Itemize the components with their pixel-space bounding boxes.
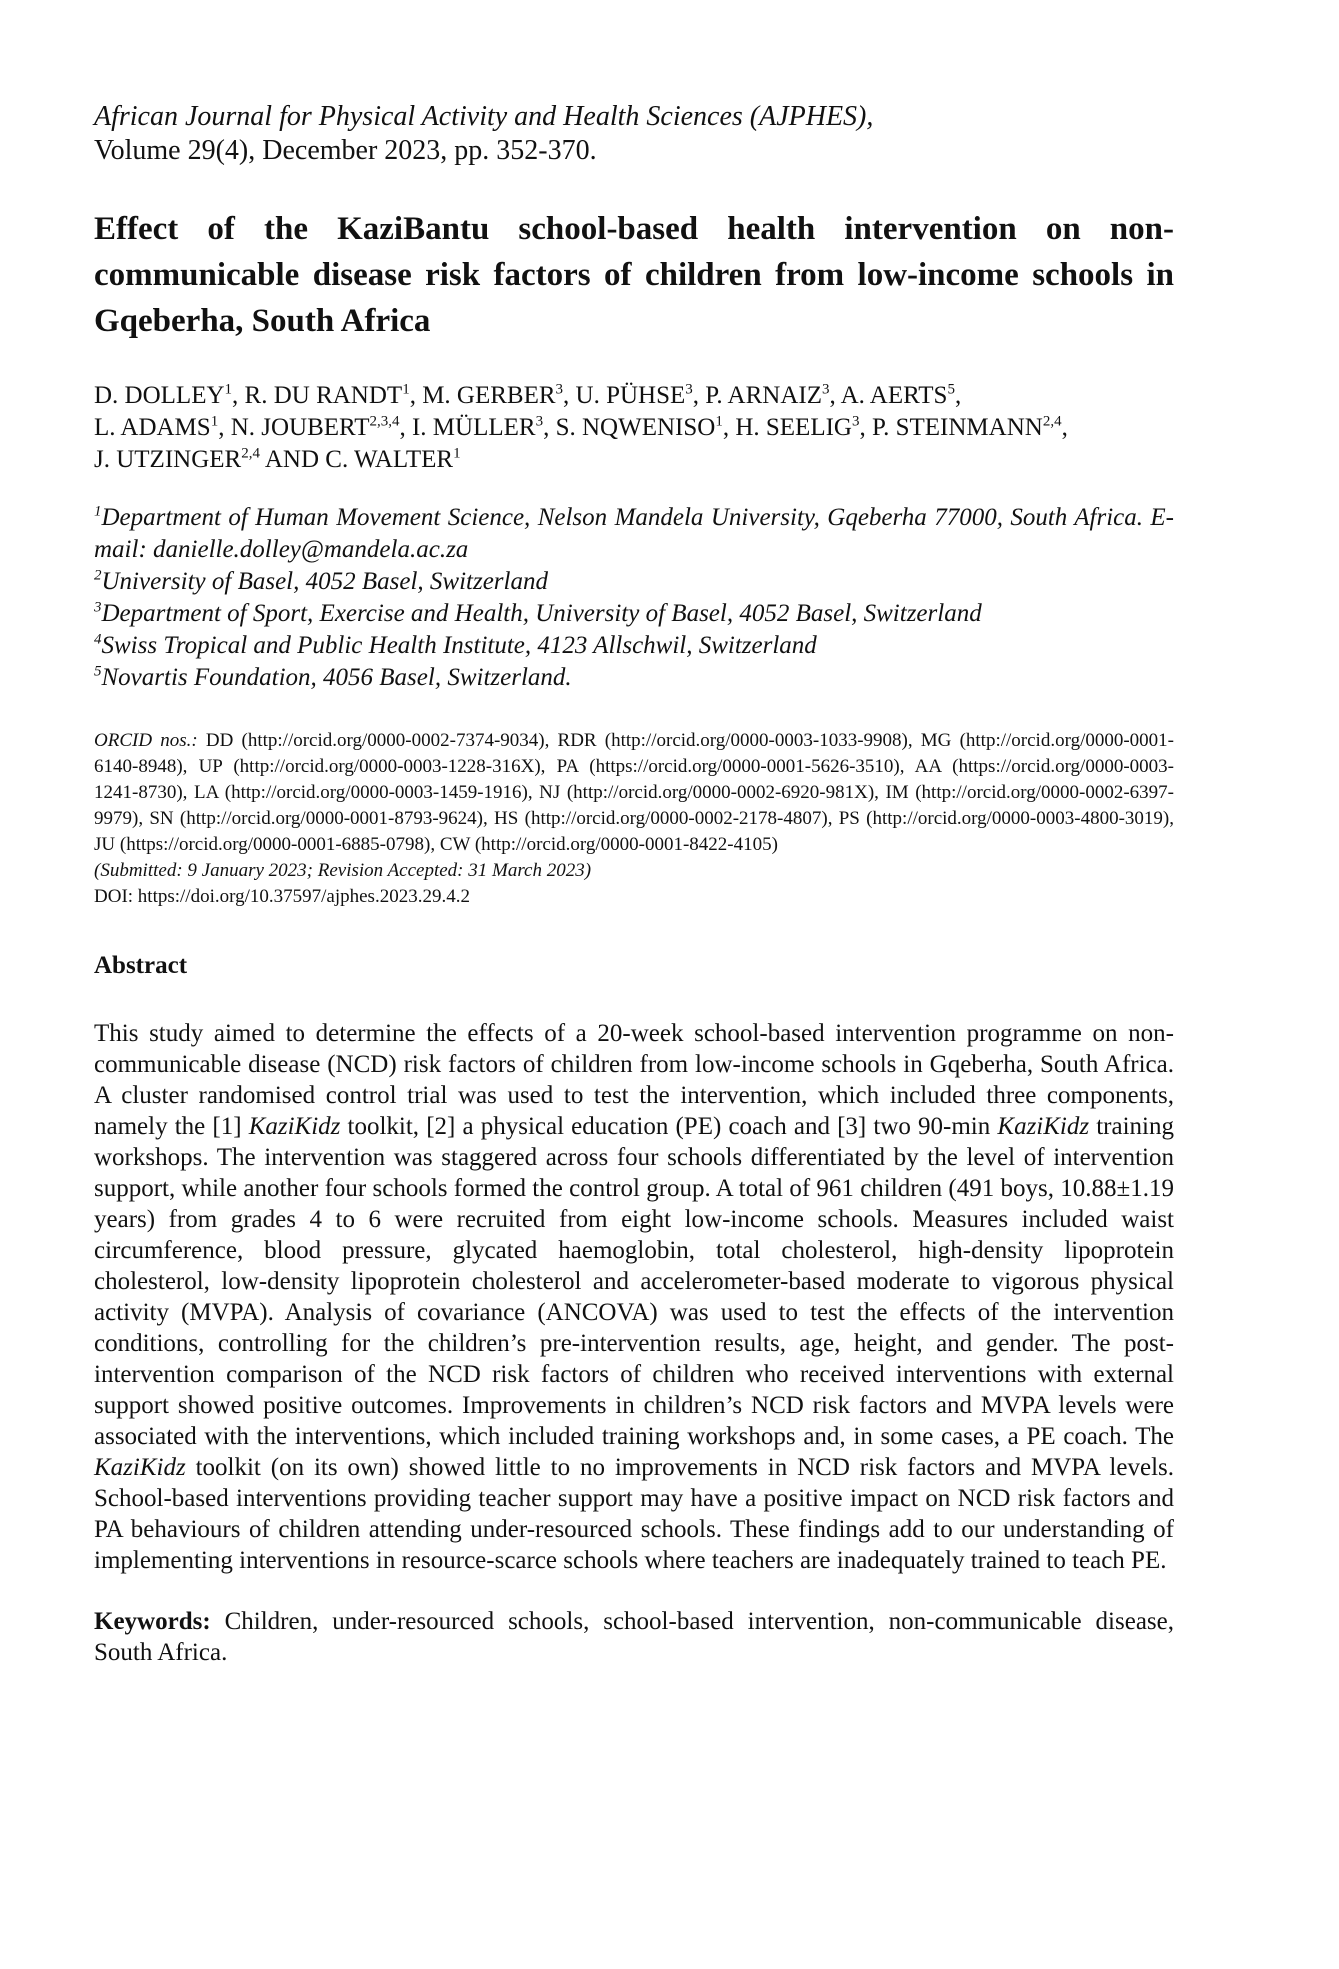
author-name: R. DU RANDT [244,382,403,409]
affiliation-marker: 2 [94,567,102,584]
orcid-block [94,728,1174,858]
affiliation-marker: 1 [94,503,102,520]
affiliation-text: University of Basel, 4052 Basel, Switzerland [101,568,548,595]
author-affiliation-marker: 1 [453,445,461,462]
affiliation-text: Swiss Tropical and Public Health Institute, 4123 Allschwil, Switzerland [101,632,817,659]
author-affiliation-marker: 1 [210,413,219,430]
author-affiliation-marker: 3 [851,413,860,430]
keywords-label: Keywords: [94,1608,211,1635]
paper-title: Effect of the KaziBantu school-based health intervention on non-communicable disease risk factors of children from low-income schools in Gqeberha, South Africa [94,211,1174,339]
author-name: P. STEINMANN [871,414,1043,441]
italic-term: KaziKidz [94,1454,186,1481]
author-line-3: J. UTZINGER$^{2,4}$ AND C. WALTER$^1$ [94,445,461,473]
keywords [94,1606,1174,1668]
author-affiliation-marker: 3 [685,381,693,398]
affiliation-marker: 3 [94,599,102,616]
affiliation-list [94,502,1174,694]
keywords-text: Children, under-resourced schools, school-based intervention, non-communicable disease, South Africa. [94,1608,1174,1666]
author-affiliation-marker: 3 [535,413,544,430]
affiliation-marker: 5 [94,663,102,680]
italic-term: KaziKidz [248,1113,341,1140]
journal-header [94,100,1174,168]
author-name: H. SEELIG [735,414,852,441]
author-affiliation-marker: 2,3,4 [369,413,400,430]
doi-link[interactable]: DOI: https://doi.org/10.37597/ajphes.2023.29.4.2 [94,886,470,907]
affiliation-text: Department of Human Movement Science, Nelson Mandela University, Gqeberha 77000, South Africa. E-mail: danielle.dolley@mandela.ac.za [94,504,1174,563]
author-affiliation-marker: 1 [402,381,410,398]
author-list [94,380,1174,476]
author-name: I. MÜLLER [411,414,536,441]
author-line-2: L. ADAMS$^1$, N. JOUBERT$^{2,3,4}$, I. MÜLLER$^3$, S. NQWENISO$^1$, H. SEELIG$^3$, P. STEINMANN$^{2,4}$, [94,413,1068,441]
author-affiliation-marker: 3 [555,381,564,398]
affiliation-1 [94,502,1174,566]
journal-name: African Journal for Physical Activity and Health Sciences (AJPHES), [94,101,874,132]
author-name: C. WALTER [325,446,454,473]
author-line-1: D. DOLLEY$^1$, R. DU RANDT$^1$, M. GERBER$^3$, U. PÜHSE$^3$, P. ARNAIZ$^3$, A. AERTS$^5$, [94,381,962,409]
abstract-heading: Abstract [94,952,188,979]
orcid-list: DD (http://orcid.org/0000-0002-7374-9034), RDR (http://orcid.org/0000-0003-1033-9908), MG (http://orcid.org/0000-0001-6140-8948), UP (http://orcid.org/0000-0003-1228-316X), PA (https://orcid.org/0000-0001-5626-3510), AA (https://orcid.org/0000-0003-1241-8730), LA (http://orcid.org/0000-0003-1459-1916), NJ (http://orcid.org/0000-0002-6920-981X), IM (http://orcid.org/0000-0002-6397-9979), SN (http://orcid.org/0000-0001-8793-9624), HS (http://orcid.org/0000-0002-2178-4807), PS (http://orcid.org/0000-0003-4800-3019), JU (https://orcid.org/0000-0001-6885-0798), CW (http://orcid.org/0000-0001-8422-4105) [94,730,1174,855]
author-affiliation-marker: 3 [821,381,830,398]
author-affiliation-marker: 5 [947,381,955,398]
affiliation-4 [94,630,1174,662]
author-affiliation-marker: 2,4 [241,445,260,462]
author-name: U. PÜHSE [575,382,686,409]
abstract-body: This study aimed to determine the effects of a 20-week school-based intervention programme on non-communicable disease (NCD) risk factors of children from low-income schools in Gqeberha, South Africa. A cluster randomised control trial was used to test the intervention, which included three components, namely the [1] KaziKidz toolkit, [2] a physical education (PE) coach and [3] two 90-min KaziKidz training workshops. The intervention was staggered across four schools differentiated by the level of intervention support, while another four schools formed the control group. A total of 961 children (491 boys, 10.88±1.19 years) from grades 4 to 6 were recruited from eight low-income schools. Measures included waist circumference, blood pressure, glycated haemoglobin, total cholesterol, high-density lipoprotein cholesterol, low-density lipoprotein cholesterol and accelerometer-based moderate to vigorous physical activity (MVPA). Analysis of covariance (ANCOVA) was used to test the effects of the intervention conditions, controlling for the children’s pre-intervention results, age, height, and gender. The post-intervention comparison of the NCD risk factors of children who received interventions with external support showed positive outcomes. Improvements in children’s NCD risk factors and MVPA levels were associated with the interventions, which included training workshops and, in some cases, a PE coach. The KaziKidz toolkit (on its own) showed little to no improvements in NCD risk factors and MVPA levels. School-based interventions providing teacher support may have a positive impact on NCD risk factors and PA behaviours of children attending under-resourced schools. These findings add to our understanding of implementing interventions in resource-scarce schools where teachers are inadequately trained to teach PE. [94,1020,1174,1574]
author-affiliation-marker: 1 [715,413,723,430]
author-affiliation-marker: 1 [224,381,233,398]
author-name: N. JOUBERT [230,414,370,441]
author-affiliation-marker: 2,4 [1042,413,1062,430]
author-name: D. DOLLEY [94,382,225,409]
affiliation-text: Department of Sport, Exercise and Health, University of Basel, 4052 Basel, Switzerland [101,600,982,627]
orcid-label: ORCID nos.: [94,730,198,751]
affiliation-3 [94,598,1174,630]
author-name: P. ARNAIZ [705,382,822,409]
author-name: L. ADAMS [94,414,211,441]
author-name: A. AERTS [840,382,948,409]
author-name: S. NQWENISO [555,414,716,441]
affiliation-marker: 4 [94,631,102,648]
author-name: J. UTZINGER [94,446,242,473]
affiliation-text: Novartis Foundation, 4056 Basel, Switzerland. [101,664,572,691]
volume-info: Volume 29(4), December 2023, pp. 352-370. [94,135,597,166]
affiliation-2 [94,566,1174,598]
affiliation-5 [94,662,1174,694]
submission-dates: (Submitted: 9 January 2023; Revision Accepted: 31 March 2023) [94,860,592,881]
author-name: M. GERBER [422,382,556,409]
italic-term: KaziKidz [997,1113,1090,1140]
